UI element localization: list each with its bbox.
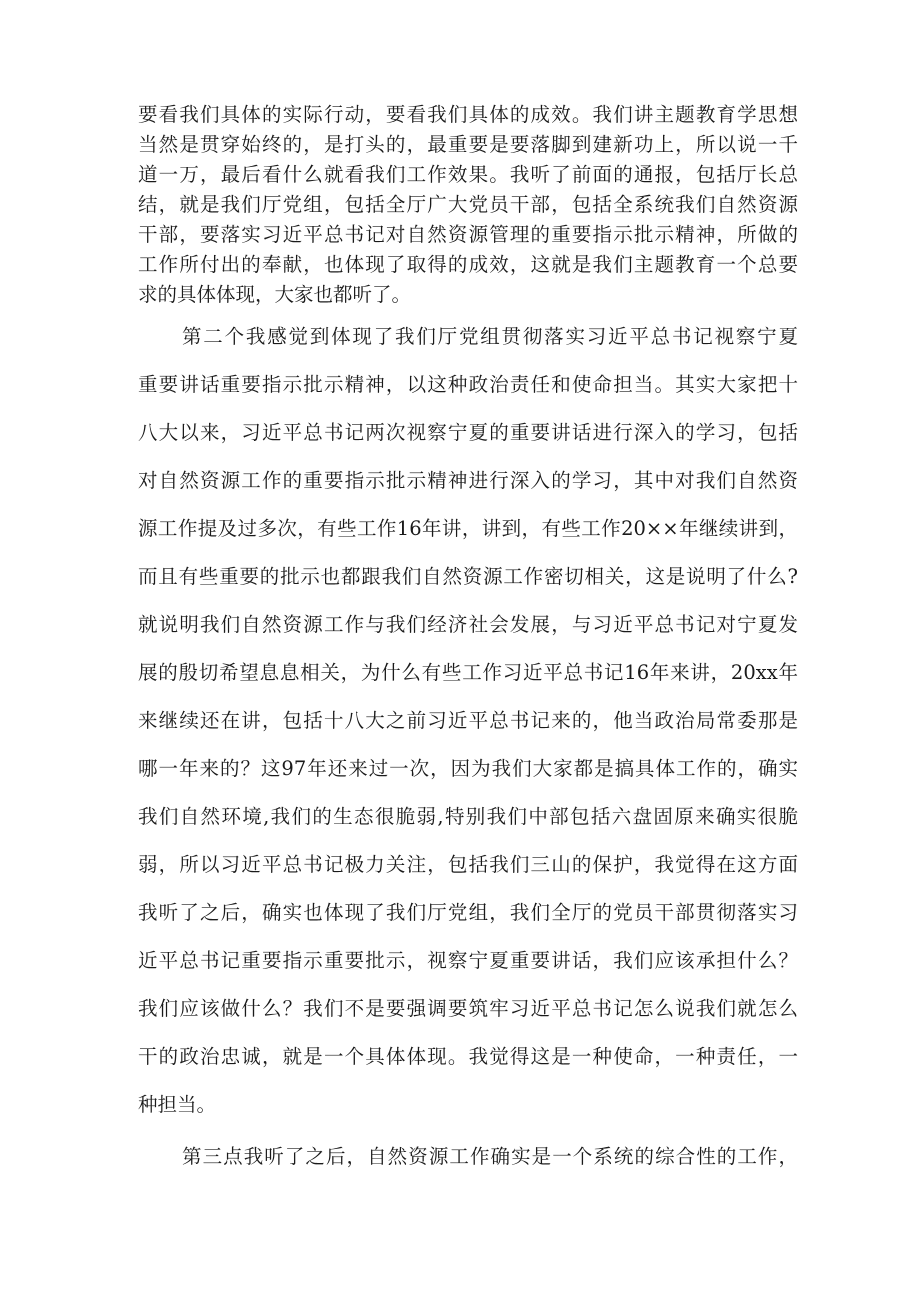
text-line: 求的具体体现，大家也都听了。 [138, 283, 412, 306]
text-line: 就说明我们自然资源工作与我们经济社会发展，与习近平总书记对宁夏发 [138, 613, 798, 636]
text-line: 第三点我听了之后，自然资源工作确实是一个系统的综合性的工作， [182, 1145, 798, 1168]
text-line: 展的殷切希望息息相关，为什么有些工作习近平总书记16年来讲，20xx年 [138, 661, 798, 684]
text-line: 对自然资源工作的重要指示批示精神进行深入的学习，其中对我们自然资 [138, 469, 798, 492]
text-line: 源工作提及过多次，有些工作16年讲，讲到，有些工作20××年继续讲到， [138, 517, 798, 540]
text-line: 工作所付出的奉献，也体现了取得的成效，这就是我们主题教育一个总要 [138, 253, 798, 276]
text-line: 干的政治忠诚，就是一个具体体现。我觉得这是一种使命，一种责任，一 [138, 1045, 798, 1068]
text-line: 弱，所以习近平总书记极力关注，包括我们三山的保护，我觉得在这方面 [138, 853, 798, 876]
text-line: 而且有些重要的批示也都跟我们自然资源工作密切相关，这是说明了什么? [138, 565, 798, 588]
text-line: 近平总书记重要指示重要批示，视察宁夏重要讲话，我们应该承担什么？ [138, 949, 798, 972]
text-line: 我们自然环境,我们的生态很脆弱,特别我们中部包括六盘固原来确实很脆 [138, 805, 798, 828]
text-line: 第二个我感觉到体现了我们厅党组贯彻落实习近平总书记视察宁夏 [182, 325, 798, 348]
text-line: 八大以来，习近平总书记两次视察宁夏的重要讲话进行深入的学习，包括 [138, 421, 798, 444]
text-line: 要看我们具体的实际行动，要看我们具体的成效。我们讲主题教育学思想 [138, 103, 798, 126]
text-line: 我听了之后，确实也体现了我们厅党组，我们全厅的党员干部贯彻落实习 [138, 901, 798, 924]
text-line: 当然是贯穿始终的，是打头的，最重要是要落脚到建新功上，所以说一千 [138, 133, 798, 156]
text-line: 来继续还在讲，包括十八大之前习近平总书记来的，他当政治局常委那是 [138, 709, 798, 732]
text-line: 哪一年来的？这97年还来过一次，因为我们大家都是搞具体工作的，确实 [138, 757, 798, 780]
text-line: 重要讲话重要指示批示精神，以这种政治责任和使命担当。其实大家把十 [138, 373, 798, 396]
text-line: 干部，要落实习近平总书记对自然资源管理的重要指示批示精神，所做的 [138, 223, 798, 246]
text-line: 种担当。 [138, 1093, 217, 1116]
text-line: 结，就是我们厅党组，包括全厅广大党员干部，包括全系统我们自然资源 [138, 193, 798, 216]
text-line: 道一万，最后看什么就看我们工作效果。我听了前面的通报，包括厅长总 [138, 163, 798, 186]
text-line: 我们应该做什么？我们不是要强调要筑牢习近平总书记怎么说我们就怎么 [138, 997, 798, 1020]
